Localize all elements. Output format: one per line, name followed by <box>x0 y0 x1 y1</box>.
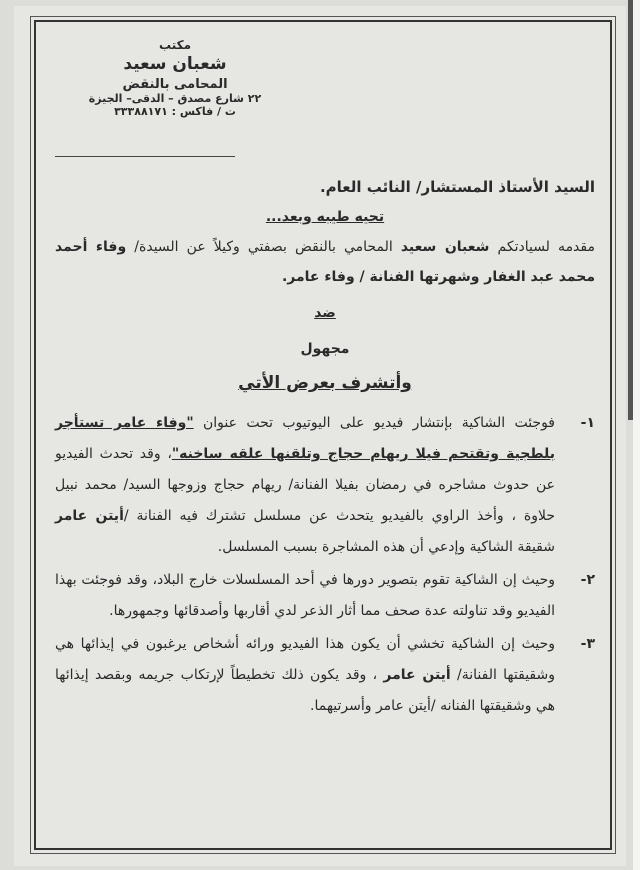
letterhead-phone: ت / فاكس : ٣٣٣٨٨١٧١ <box>114 105 236 118</box>
letterhead <box>60 38 290 118</box>
item-text-part: ، وقد تحدث الفيديو عن حدوث مشاجره في رمضان بفيلا الفنانة/ ريهام حجاج وزوجها السيد/ محمد نبيل حلاوة ، وأخذ الراوي بالفيديو يتحدث عن مسلسل تشترك فيه الفنانة / <box>55 446 555 524</box>
video-title: "وفاء عامر تستأجر بلطجية وتقتحم فيلا ريهام حجاج وتلقنها علقه ساخنه" <box>55 415 555 462</box>
item-text-part: ، وقد يكون ذلك تخطيطاً لإرتكاب جريمه وبقصد إيذائها هي وشقيقتها الفنانه /أيتن عامر وأسرتيهما. <box>55 667 555 714</box>
letterhead-address: ٢٢ شارع مصدق – الدقى– الجيزة <box>88 92 262 105</box>
item-text-part: وحيث إن الشاكية تخشي أن يكون هذا الفيديو ورائه أشخاص يرغبون في إيذائها هي وشقيقتها الفنانة/ <box>55 636 555 683</box>
item-text <box>55 629 555 722</box>
item-text: وحيث إن الشاكية تقوم بتصوير دورها في أحد المسلسلات خارج البلاد، وقد فوجئت بهذا الفيديو وقد تناولته عدة صحف مما أثار الذعر لدي أقاربها وأصدقائها وجمهورها. <box>55 572 555 619</box>
background-strip <box>633 0 640 870</box>
sister-name: أيتن عامر <box>383 667 451 683</box>
client-name: وفاء أحمد محمد عبد الغفار وشهرتها الفنانة / وفاء عامر. <box>55 239 595 285</box>
list-item <box>55 565 595 627</box>
defendant: مجهول <box>300 341 350 357</box>
item-number: ٣- <box>580 636 595 652</box>
intro-text: مقدمه لسيادتكم <box>489 239 595 255</box>
intro-paragraph <box>55 232 595 292</box>
addressee: السيد الأستاذ المستشار/ النائب العام. <box>319 178 595 196</box>
item-text-part: شقيقة الشاكية وإدعي أن هذه المشاجرة بسبب المسلسل. <box>217 539 555 555</box>
sister-name: أيتن عامر <box>55 508 124 524</box>
item-number: ١- <box>580 415 595 431</box>
letterhead-divider <box>55 156 235 157</box>
item-number: ٢- <box>580 572 595 588</box>
lawyer-name: شعبان سعيد <box>400 239 490 255</box>
document-body <box>55 172 595 722</box>
letterhead-name: شعبان سعيد <box>123 54 227 74</box>
intro-text-2: المحامي بالنقض بصفتي وكيلاً عن السيدة/ <box>126 239 401 255</box>
letterhead-title: المحامى بالنقض <box>122 77 228 92</box>
letterhead-office: مكتب <box>158 38 191 52</box>
item-text-part: فوجئت الشاكية بإنتشار فيديو على اليوتيوب تحت عنوان <box>193 415 556 431</box>
against-label: ضد <box>314 305 336 321</box>
greeting: تحيه طيبه وبعد... <box>265 209 385 225</box>
list-item <box>55 629 595 722</box>
item-text <box>55 408 555 563</box>
list-item <box>55 408 595 563</box>
section-heading: وأتشرف بعرض الأتي <box>238 373 412 393</box>
